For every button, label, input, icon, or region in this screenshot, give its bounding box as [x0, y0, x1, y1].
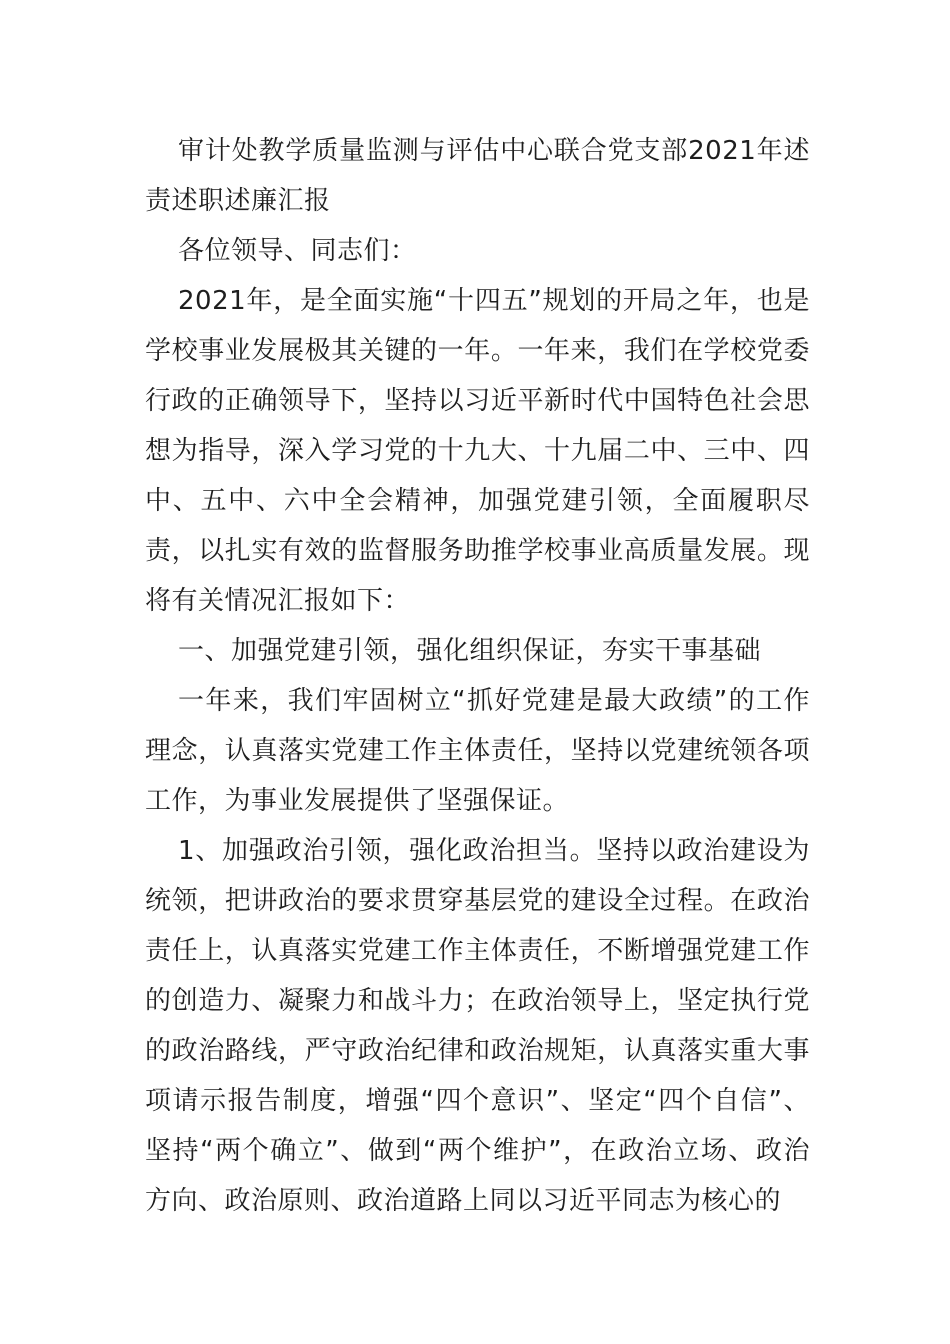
section-heading-1: 一、加强党建引领，强化组织保证，夯实干事基础: [178, 636, 762, 666]
item-1-paragraph: 1、加强政治引领，强化政治担当。坚持以政治建设为统领，把讲政治的要求贯穿基层党的建设全过程。在政治责任上，认真落实党建工作主体责任，不断增强党建工作的创造力、凝聚力和战斗力；在政治领导上，坚定执行党的政治路线，严守政治纪律和政治规矩，认真落实重大事项请示报告制度，增强“四个意识”、坚定“四个自信”、坚持“两个确立”、做到“两个维护”，在政治立场、政治方向、政治原则、政治道路上同以习近平同志为核心的: [145, 836, 810, 1216]
document-title: 审计处教学质量监测与评估中心联合党支部2021年述责述职述廉汇报: [145, 136, 810, 216]
salutation-paragraph: 各位领导、同志们：: [178, 236, 417, 266]
intro-paragraph: 2021年，是全面实施“十四五”规划的开局之年，也是学校事业发展极其关键的一年。一年来，我们在学校党委行政的正确领导下，坚持以习近平新时代中国特色社会思想为指导，深入学习党的十九大、十九届二中、三中、四中、五中、六中全会精神，加强党建引领，全面履职尽责，以扎实有效的监督服务助推学校事业高质量发展。现将有关情况汇报如下：: [145, 286, 810, 616]
section-1-paragraph: 一年来，我们牢固树立“抓好党建是最大政绩”的工作理念，认真落实党建工作主体责任，坚持以党建统领各项工作，为事业发展提供了坚强保证。: [145, 686, 810, 816]
document-body: [145, 126, 810, 1226]
